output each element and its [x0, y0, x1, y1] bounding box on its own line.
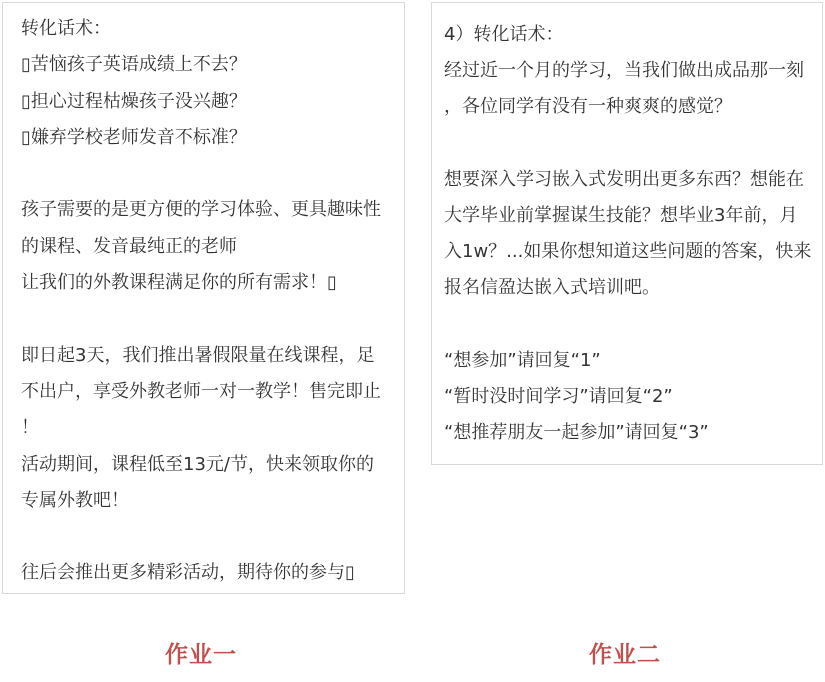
- assignment2-line: 大学毕业前掌握谋生技能？想毕业3年前，月: [444, 204, 798, 226]
- assignment1-line: ▯苦恼孩子英语成绩上不去？: [21, 54, 247, 76]
- assignment1-line: 活动期间，课程低至13元/节，快来领取你的: [21, 453, 374, 475]
- assignment2-caption: 作业二: [589, 642, 661, 668]
- assignment2-heading: 4）转化话术：: [444, 24, 564, 45]
- assignment1-line: 不出户，享受外教老师一对一教学！售完即止: [21, 380, 381, 402]
- assignment1-line: ▯嫌弃学校老师发音不标准？: [21, 126, 247, 148]
- assignment1-blank-line: [21, 519, 404, 555]
- assignment2-blank-line: [444, 126, 822, 162]
- assignment1-caption: 作业一: [165, 642, 237, 668]
- assignment1-line: 孩子需要的是更方便的学习体验、更具趣味性: [21, 199, 381, 221]
- assignment2-line: ，各位同学有没有一种爽爽的感觉？: [444, 96, 732, 118]
- assignment1-line: ▯担心过程枯燥孩子没兴趣？: [21, 90, 247, 112]
- assignment2-reply-option: “暂时没时间学习”请回复“2”: [444, 385, 673, 407]
- assignment1-line: 往后会推出更多精彩活动，期待你的参与▯: [21, 562, 355, 584]
- assignment1-line: 专属外教吧！: [21, 489, 129, 511]
- assignment2-panel: [431, 2, 823, 465]
- assignment1-line: ！: [21, 417, 39, 439]
- assignment2-line: 入1w？...如果你想知道这些问题的答案，快来: [444, 241, 812, 263]
- assignment1-line: 让我们的外教课程满足你的所有需求！▯: [21, 272, 337, 294]
- assignment2-reply-option: “想推荐朋友一起参加”请回复“3”: [444, 422, 709, 444]
- assignment1-line: 即日起3天，我们推出暑假限量在线课程，足: [21, 344, 375, 366]
- assignment2-reply-option: “想参加”请回复“1”: [444, 349, 601, 371]
- assignment2-line: 经过近一个月的学习，当我们做出成品那一刻: [444, 60, 804, 82]
- assignment2-line: 想要深入学习嵌入式发明出更多东西？想能在: [444, 168, 804, 190]
- assignment1-panel: [2, 2, 405, 594]
- assignment1-blank-line: [21, 301, 404, 337]
- assignment2-line: 报名信盈达嵌入式培训吧。: [444, 277, 660, 299]
- assignment1-line: 的课程、发音最纯正的老师: [21, 235, 237, 257]
- assignment1-heading: 转化话术：: [21, 18, 111, 39]
- assignment2-blank-line: [444, 307, 822, 343]
- assignment1-blank-line: [21, 156, 404, 192]
